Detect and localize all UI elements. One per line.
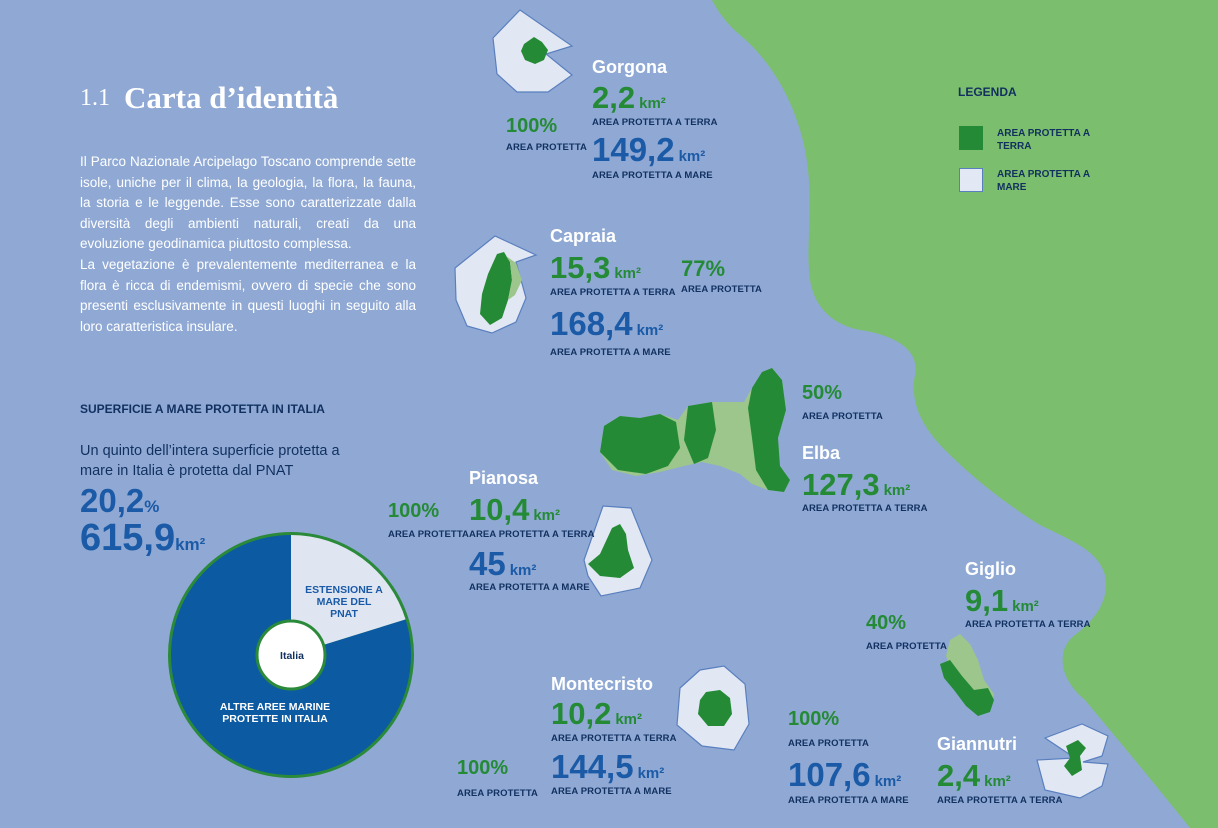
gorgona-sea-value (592, 133, 705, 174)
giannutri-land-caption: AREA PROTETTA A TERRA (937, 795, 1063, 806)
giglio-giannutri-sea-caption: AREA PROTETTA A MARE (788, 795, 909, 806)
legend-title: LEGENDA (958, 85, 1017, 99)
legend-label-land: AREA PROTETTA A TERRA (997, 128, 1090, 152)
elba-name: Elba (802, 443, 841, 463)
capraia-protected-caption: AREA PROTETTA (681, 284, 762, 295)
percent-value: 20,2 (80, 482, 145, 519)
unit-km2: km² (615, 711, 643, 728)
gorgona-land-caption: AREA PROTETTA A TERRA (592, 117, 718, 128)
giannutri-land-value (937, 760, 1011, 798)
capraia-protected-pct: 77% (681, 256, 726, 281)
capraia-sea-caption: AREA PROTETTA A MARE (550, 347, 671, 358)
unit-km2: km² (533, 507, 561, 524)
montecristo-sea-caption: AREA PROTETTA A MARE (551, 786, 672, 797)
pianosa-land-value (469, 494, 560, 532)
giglio-giannutri-sea-value (788, 758, 901, 799)
giglio-protected-caption: AREA PROTETTA (866, 641, 947, 652)
giglio-protected-pct: 40% (866, 612, 907, 634)
pianosa-protected-caption: AREA PROTETTA (388, 529, 469, 540)
unit-km2: km² (874, 773, 902, 790)
pie-label-pnat: ESTENSIONE A MARE DEL PNAT (305, 584, 383, 620)
marine-italy-heading: SUPERFICIE A MARE PROTETTA IN ITALIA (80, 402, 325, 416)
unit-km2: km² (984, 773, 1011, 790)
elba-protected-caption: AREA PROTETTA (802, 411, 883, 422)
unit-km2: km² (639, 95, 666, 112)
value-number: 2,2 (592, 80, 636, 115)
unit-km2: km² (1012, 598, 1039, 615)
marine-italy-description: Un quinto dell’intera superficie protetta a mare in Italia è protetta dal PNAT (80, 443, 340, 479)
elba-land-caption: AREA PROTETTA A TERRA (802, 503, 928, 514)
montecristo-sea-value (551, 750, 664, 791)
value-number: 107,6 (788, 756, 871, 793)
pianosa-sea-caption: AREA PROTETTA A MARE (469, 582, 590, 593)
legend-swatch-sea (959, 168, 983, 192)
section-header (80, 80, 338, 116)
intro-paragraph-2: La vegetazione è prevalentemente mediterranea e la flora è ricca di endemismi, ovvero di specie che sono presenti esclusivamente in questi luoghi in seguito alla loro caratteristica insulare. (80, 256, 416, 334)
capraia-name: Capraia (550, 226, 617, 246)
capraia-land-value (550, 252, 641, 290)
intro-paragraph-1: Il Parco Nazionale Arcipelago Toscano comprende sette isole, uniche per il clima, la geologia, la flora, la fauna, la storia e le leggende. Esse sono caratterizzate dalla diversità degli ambienti naturali, creati da una evoluzione geodinamica piuttosto complessa. (80, 154, 416, 252)
legend-swatch-land (959, 126, 983, 150)
pie-label-other: ALTRE AREE MARINE PROTETTE IN ITALIA (219, 701, 331, 725)
gorgona-sea-caption: AREA PROTETTA A MARE (592, 170, 713, 181)
unit-km2: km² (883, 482, 911, 499)
capraia-land-caption: AREA PROTETTA A TERRA (550, 287, 676, 298)
value-number: 168,4 (550, 305, 633, 342)
gorgona-protected-caption: AREA PROTETTA (506, 142, 587, 153)
capraia-sea-value (550, 307, 663, 348)
value-number: 9,1 (965, 583, 1009, 618)
unit-km2: km² (637, 765, 665, 782)
value-number: 10,2 (551, 696, 612, 731)
giglio-land-value (965, 585, 1039, 623)
montecristo-land-value (551, 698, 642, 736)
elba-protected-pct: 50% (802, 382, 843, 404)
pie-center-label: Italia (280, 650, 304, 662)
value-number: 45 (469, 545, 506, 582)
giglio-name: Giglio (965, 559, 1016, 579)
area-unit: km² (175, 535, 206, 554)
pianosa-protected-pct: 100% (388, 500, 440, 522)
page-title: Carta d’identità (124, 80, 339, 115)
intro-text (80, 152, 416, 337)
giannutri-name: Giannutri (937, 734, 1017, 754)
pianosa-name: Pianosa (469, 468, 539, 488)
area-value: 615,9 (80, 517, 176, 559)
unit-km2: km² (636, 322, 664, 339)
gorgona-protected-pct: 100% (506, 115, 558, 137)
montecristo-protected-caption: AREA PROTETTA (457, 788, 538, 799)
pianosa-land-caption: AREA PROTETTA A TERRA (469, 529, 595, 540)
value-number: 10,4 (469, 492, 530, 527)
giglio-land-caption: AREA PROTETTA A TERRA (965, 619, 1091, 630)
value-number: 144,5 (551, 748, 634, 785)
value-number: 15,3 (550, 250, 611, 285)
unit-km2: km² (509, 562, 537, 579)
elba-land-value (802, 469, 910, 507)
gorgona-land-value (592, 82, 666, 120)
montecristo-land-caption: AREA PROTETTA A TERRA (551, 733, 677, 744)
giglio-giannutri-protected-pct: 100% (788, 708, 840, 730)
giglio-giannutri-protected-caption: AREA PROTETTA (788, 738, 869, 749)
unit-km2: km² (614, 265, 642, 282)
value-number: 127,3 (802, 467, 880, 502)
montecristo-name: Montecristo (551, 674, 654, 694)
percent-unit: % (144, 497, 160, 516)
gorgona-name: Gorgona (592, 57, 667, 77)
value-number: 149,2 (592, 131, 675, 168)
montecristo-protected-pct: 100% (457, 757, 509, 779)
section-number: 1.1 (80, 84, 110, 111)
value-number: 2,4 (937, 758, 981, 793)
legend-label-sea: AREA PROTETTA A MARE (997, 169, 1090, 193)
unit-km2: km² (678, 148, 706, 165)
